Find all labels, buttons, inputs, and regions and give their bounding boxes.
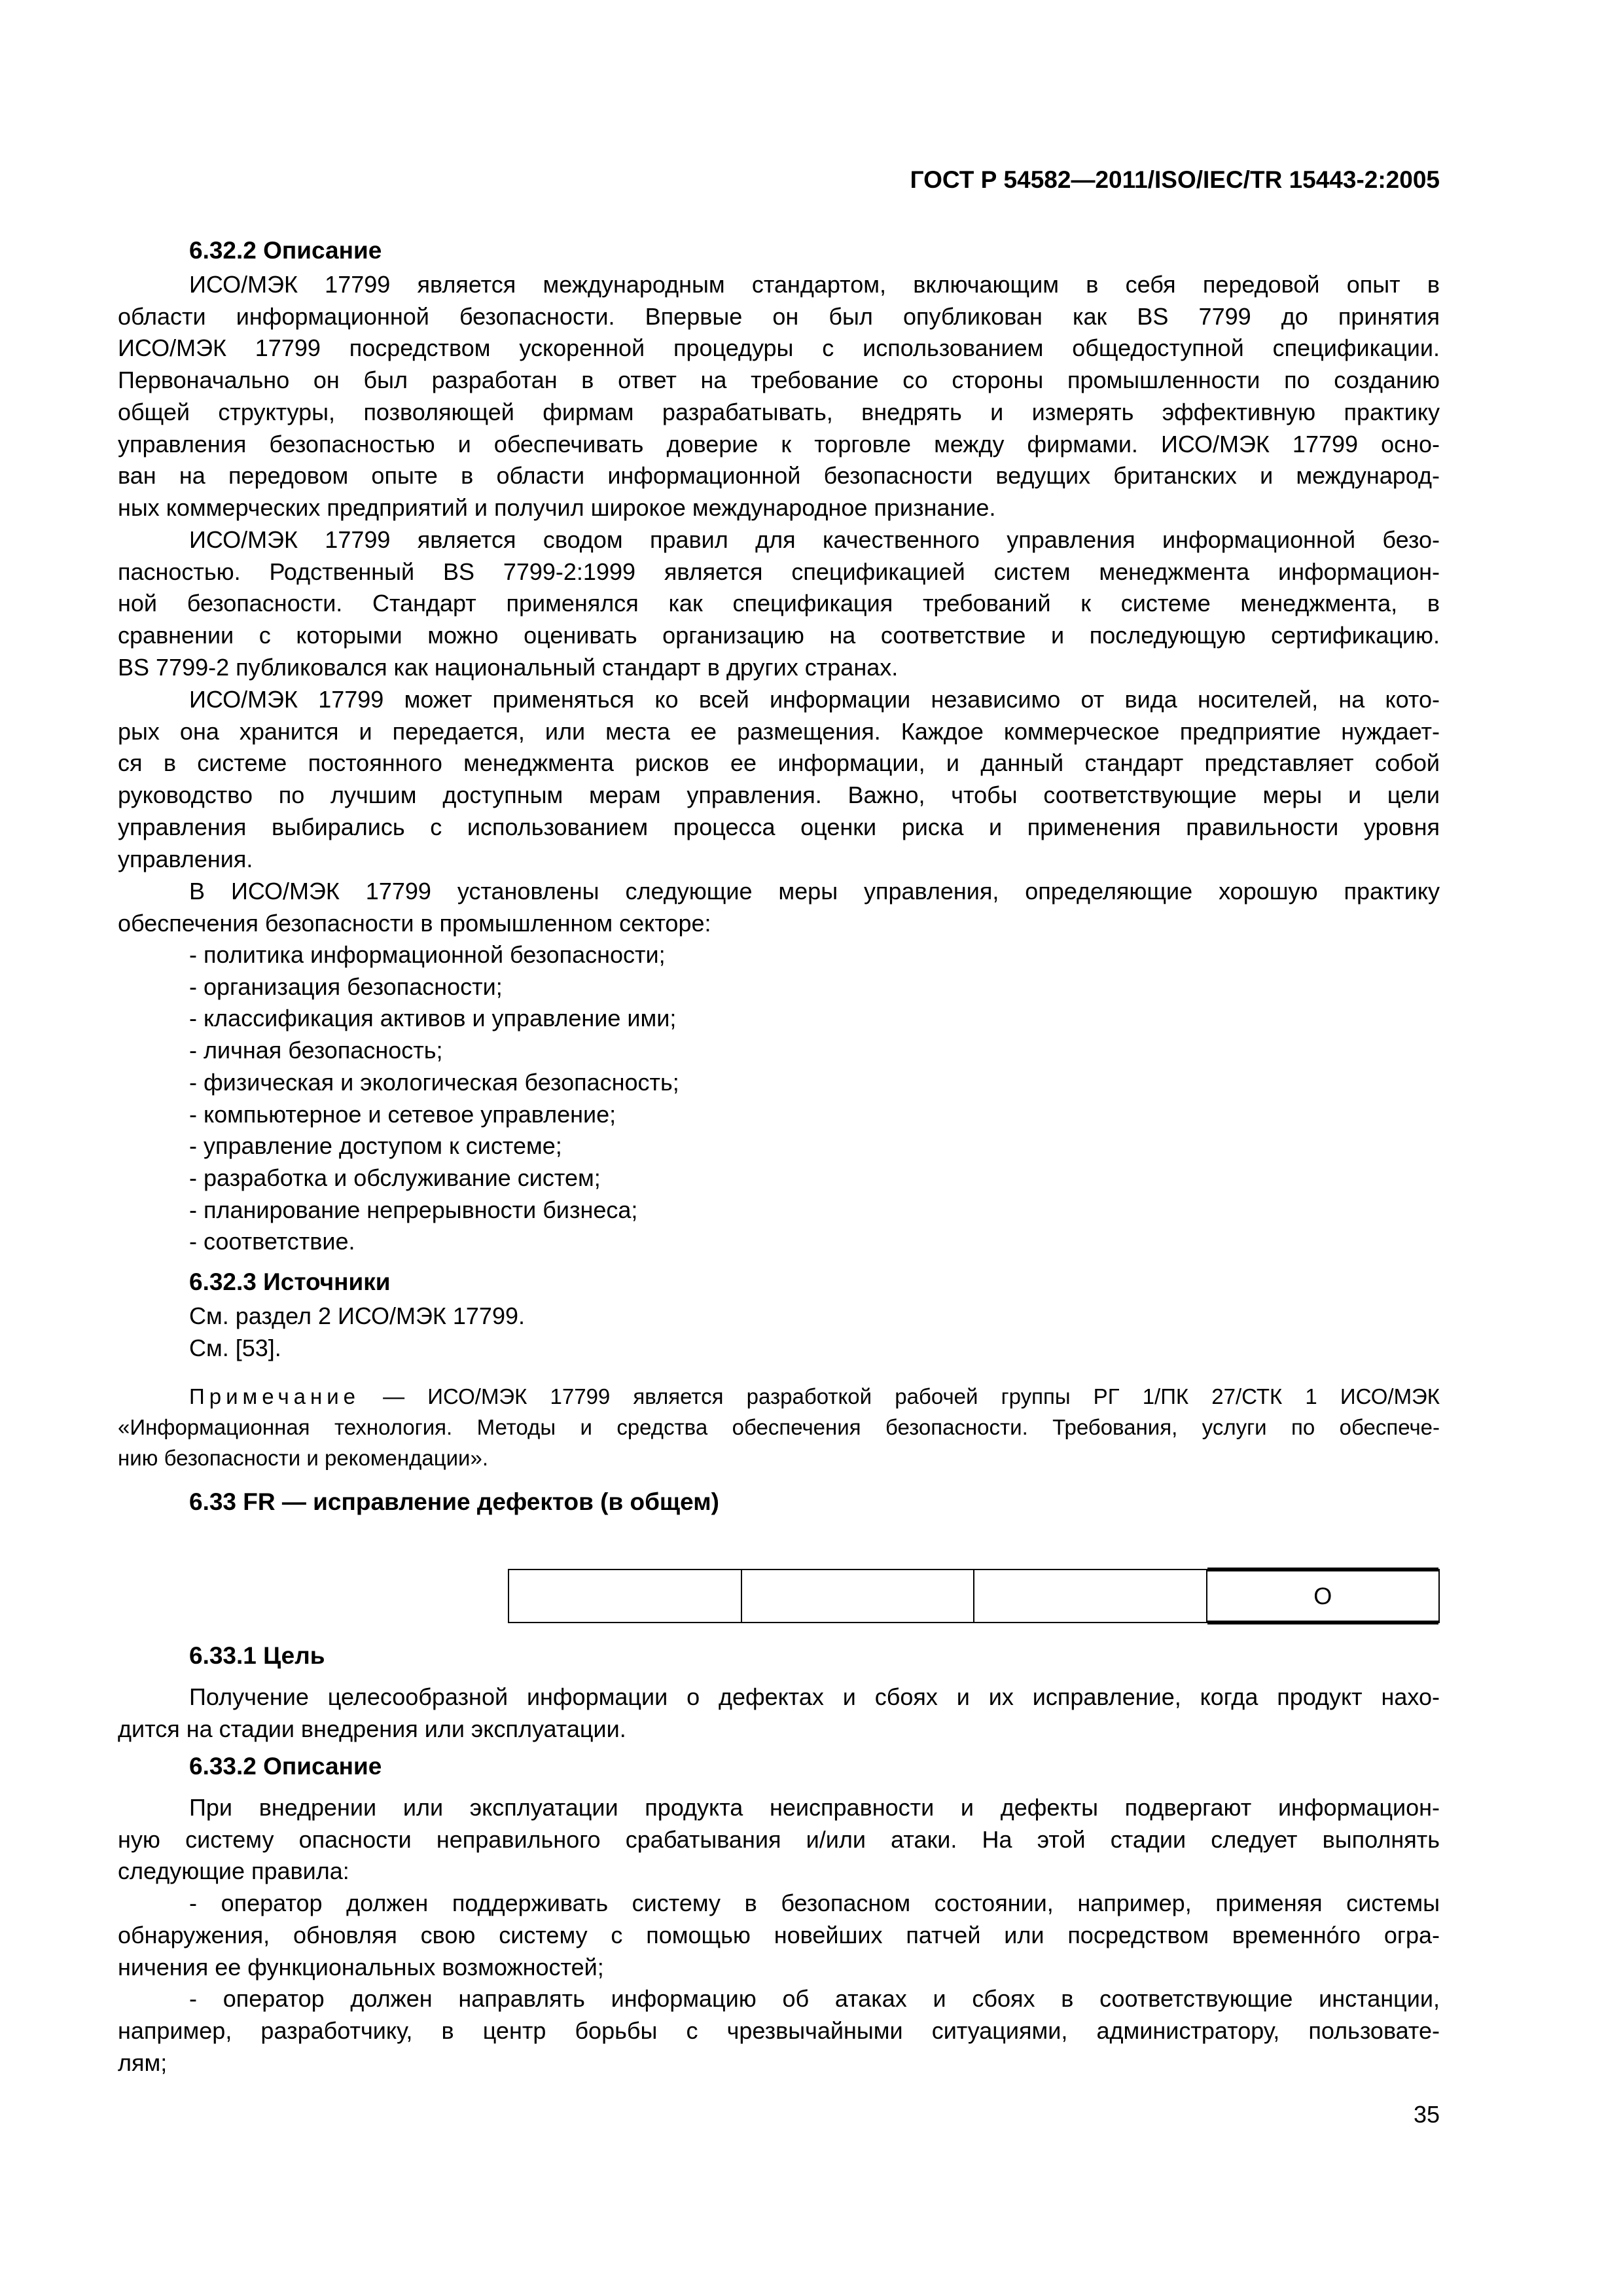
text-line: ной безопасности. Стандарт применялся как спецификация требований к системе менеджмента, в [118, 590, 1440, 617]
table-cell-highlighted: O [1207, 1568, 1439, 1624]
applicability-table [508, 1569, 1440, 1623]
text-line: сравнении с которыми можно оценивать организацию на соответствие и последующую сертификацию. [118, 622, 1440, 649]
text-line: См. раздел 2 ИСО/МЭК 17799. [189, 1302, 525, 1329]
text-line: - управление доступом к системе; [189, 1132, 562, 1160]
paragraph-3 [118, 684, 1440, 875]
text-line: ИСО/МЭК 17799 является международным стандартом, включающим в себя передовой опыт в [189, 271, 1440, 298]
text-line: пасностью. Родственный BS 7799-2:1999 является спецификацией систем менеджмента информацион- [118, 558, 1440, 585]
text-line: BS 7799-2 публиковался как национальный стандарт в других странах. [118, 653, 899, 681]
text-line: - оператор должен поддерживать систему в безопасном состоянии, например, применяя системы [189, 1890, 1440, 1917]
text-line: Первоначально он был разработан в ответ на требование со стороны промышленности по созданию [118, 367, 1440, 394]
text-line: - организация безопасности; [189, 973, 503, 1000]
text-line: следующие правила: [118, 1857, 349, 1885]
paragraph-2 [118, 524, 1440, 684]
section-heading-6-32-3: 6.32.3 Источники [189, 1268, 391, 1295]
text-line: ИСО/МЭК 17799 является сводом правил для качественного управления информационной безо- [189, 526, 1440, 553]
section-heading-6-33-1: 6.33.1 Цель [189, 1642, 325, 1669]
text-line: При внедрении или эксплуатации продукта неисправности и дефекты подвергают информацион- [189, 1794, 1440, 1821]
text-line: области информационной безопасности. Впервые он был опубликован как BS 7799 до принятия [118, 302, 1440, 330]
description-paragraph [118, 1792, 1440, 2079]
text-line: ничения ее функциональных возможностей; [118, 1953, 604, 1981]
section-heading-6-33-2: 6.33.2 Описание [189, 1753, 382, 1780]
text-line: обеспечения безопасности в промышленном секторе: [118, 909, 711, 937]
section-heading-6-33: 6.33 FR — исправление дефектов (в общем) [189, 1488, 719, 1515]
text-line: ных коммерческих предприятий и получил широкое международное признание. [118, 493, 996, 521]
page-number: 35 [1413, 2101, 1440, 2128]
text-line: ИСО/МЭК 17799 может применяться ко всей информации независимо от вида носителей, на кото- [189, 686, 1440, 713]
text-line: управления выбирались с использованием процесса оценки риска и применения правильности уровня [118, 813, 1440, 840]
text-line: - компьютерное и сетевое управление; [189, 1100, 616, 1128]
text-line: ся в системе постоянного менеджмента рисков ее информации, и данный стандарт представляет собой [118, 749, 1440, 777]
text-line: ИСО/МЭК 17799 посредством ускоренной процедуры с использованием общедоступной спецификации. [118, 334, 1440, 362]
paragraph-4 [118, 876, 1440, 939]
document-header: ГОСТ Р 54582—2011/ISO/IEC/TR 15443-2:2005 [910, 166, 1440, 193]
text-line: - соответствие. [189, 1228, 355, 1255]
text-line: - физическая и экологическая безопасность; [189, 1068, 679, 1096]
paragraph-1 [118, 269, 1440, 524]
section-heading-6-32-2: 6.32.2 Описание [189, 237, 382, 264]
text-line: общей структуры, позволяющей фирмам разрабатывать, внедрять и измерять эффективную практику [118, 398, 1440, 425]
text-line: - планирование непрерывности бизнеса; [189, 1196, 638, 1223]
text-line: См. [53]. [189, 1334, 281, 1361]
text-line: дится на стадии внедрения или эксплуатации. [118, 1715, 626, 1742]
text-line: ную систему опасности неправильного срабатывания и/или атаки. На этой стадии следует выполнять [118, 1825, 1440, 1853]
note-line: нию безопасности и рекомендации». [118, 1446, 488, 1470]
note [118, 1381, 1440, 1473]
text-line: управления. [118, 845, 253, 872]
text-line: - разработка и обслуживание систем; [189, 1164, 601, 1191]
text-line: например, разработчику, в центр борьбы с чрезвычайными ситуациями, администратору, пользовате- [118, 2017, 1440, 2044]
note-line: «Информационная технология. Методы и средства обеспечения безопасности. Требования, услуги по обеспече- [118, 1415, 1440, 1439]
text-line: руководство по лучшим доступным мерам управления. Важно, чтобы соответствующие меры и цели [118, 781, 1440, 809]
text-line: рых она хранится и передается, или места ее размещения. Каждое коммерческое предприятие нуждает- [118, 717, 1440, 745]
text-line: В ИСО/МЭК 17799 установлены следующие меры управления, определяющие хорошую практику [189, 878, 1440, 905]
text-line: обнаружения, обновляя свою систему с помощью новейших патчей или посредством временно́го огра- [118, 1921, 1440, 1948]
table-cell [742, 1570, 975, 1622]
table-cell [509, 1570, 742, 1622]
text-line: Получение целесообразной информации о дефектах и сбоях и их исправление, когда продукт нахо- [189, 1683, 1440, 1710]
text-line: - оператор должен направлять информацию об атаках и сбоях в соответствующие инстанции, [189, 1985, 1440, 2013]
sources-list [118, 1300, 1440, 1364]
controls-list [118, 939, 1440, 1258]
goal-paragraph [118, 1681, 1440, 1745]
text-line: ван на передовом опыте в области информационной безопасности ведущих британских и международ- [118, 462, 1440, 490]
text-line: - личная безопасность; [189, 1037, 443, 1064]
text-line: - классификация активов и управление ими; [189, 1005, 677, 1032]
text-line: управления безопасностью и обеспечивать доверие к торговле между фирмами. ИСО/МЭК 17799 осно- [118, 430, 1440, 457]
note-line: Примечание — ИСО/МЭК 17799 является разработкой рабочей группы РГ 1/ПК 27/СТК 1 ИСО/МЭК [189, 1384, 1440, 1408]
text-line: лям; [118, 2049, 168, 2076]
table-cell [974, 1570, 1207, 1622]
note-label: Примечание [189, 1384, 361, 1408]
text-line: - политика информационной безопасности; [189, 941, 666, 968]
